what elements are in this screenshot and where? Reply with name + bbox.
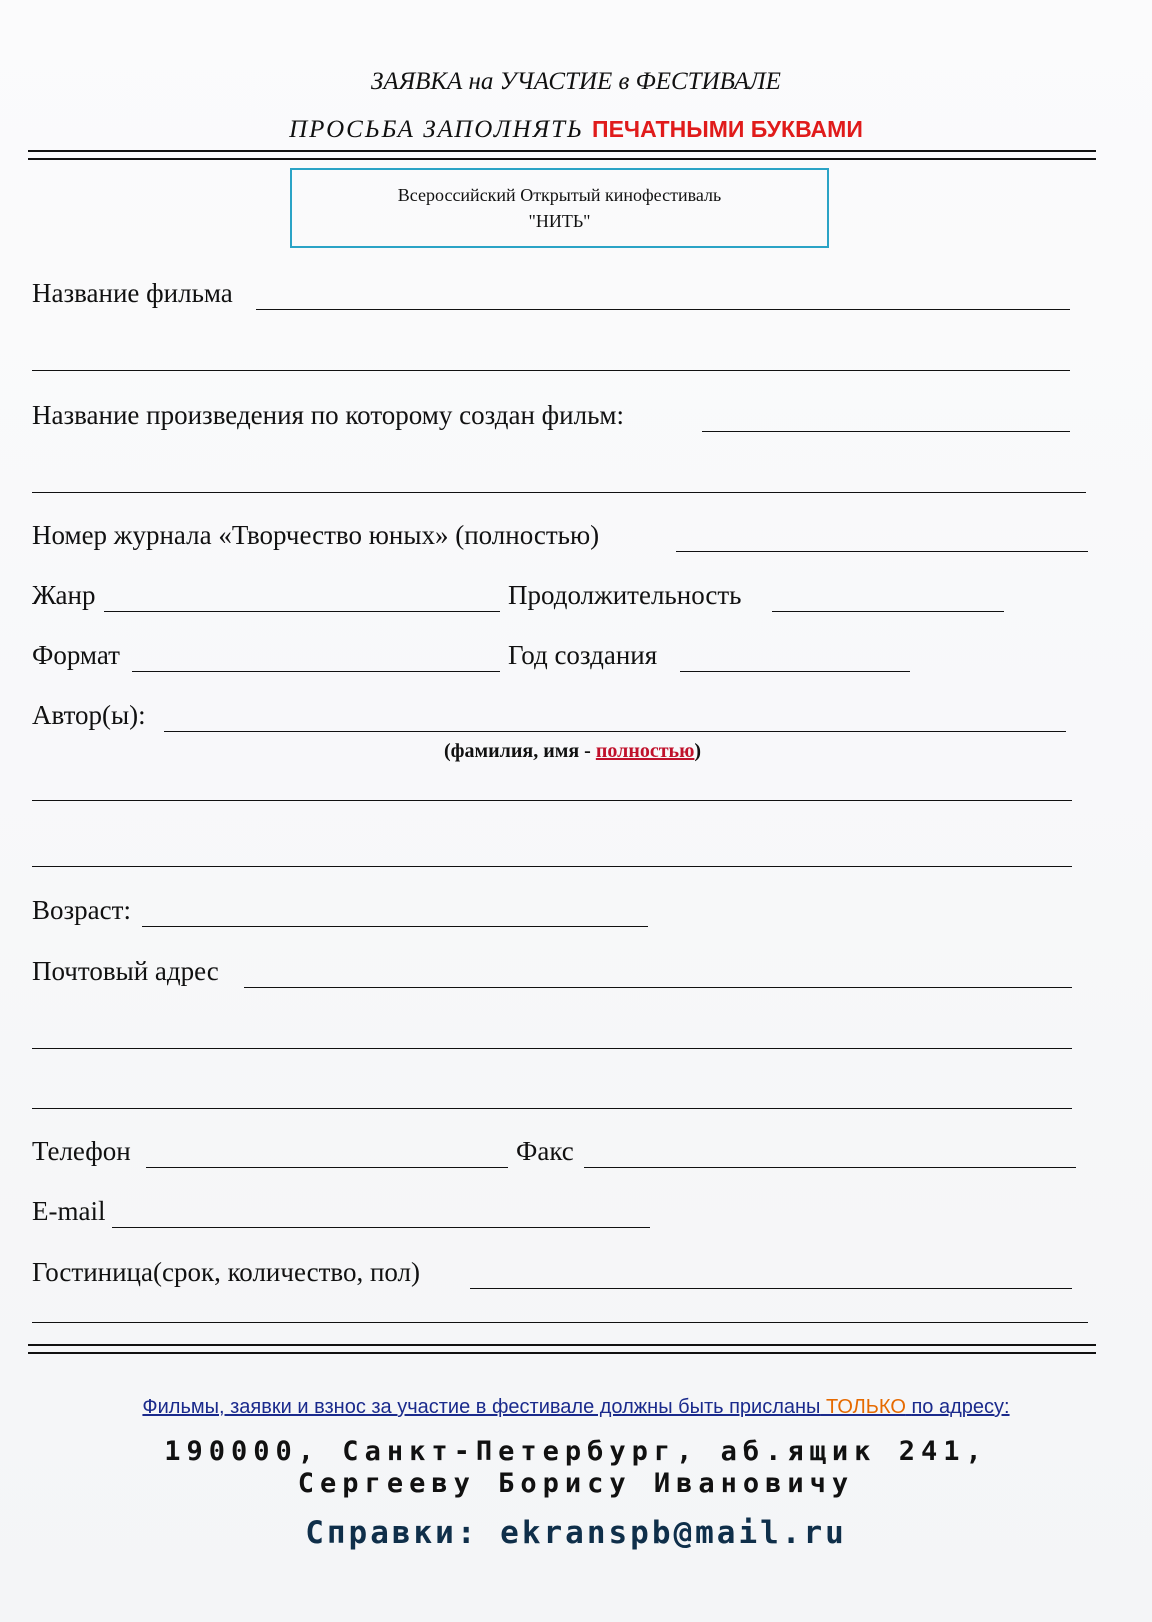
instruction-prefix: ПРОСЬБА ЗАПОЛНЯТЬ — [289, 116, 584, 143]
festival-title: "НИТЬ" — [528, 211, 591, 231]
instruction-emphasis: ПЕЧАТНЫМИ БУКВАМИ — [592, 116, 863, 142]
authors-hint — [444, 740, 701, 763]
authors-field-2[interactable] — [32, 800, 1072, 801]
source-work-field[interactable] — [702, 431, 1070, 432]
phone-label: Телефон — [32, 1136, 131, 1166]
age-label: Возраст: — [32, 895, 131, 925]
format-field[interactable] — [132, 671, 500, 672]
duration-field[interactable] — [772, 611, 1004, 612]
authors-hint-prefix: (фамилия, имя - — [444, 740, 591, 762]
authors-hint-suffix: ) — [694, 740, 702, 762]
notice-prefix: Фильмы, заявки и взнос за участие в фестивале должны быть присланы — [142, 1396, 821, 1418]
email-field[interactable] — [112, 1227, 650, 1228]
form-title: ЗАЯВКА на УЧАСТИЕ в ФЕСТИВАЛЕ — [371, 68, 781, 95]
form-instruction — [0, 116, 1152, 144]
postal-address-field[interactable] — [244, 987, 1072, 988]
notice-suffix: по адресу: — [911, 1396, 1010, 1418]
film-title-field-2[interactable] — [32, 370, 1070, 371]
duration-label: Продолжительность — [508, 580, 742, 610]
hotel-field[interactable] — [470, 1288, 1072, 1289]
fax-label: Факс — [516, 1136, 574, 1166]
journal-issue-label: Номер журнала «Творчество юных» (полностью) — [32, 520, 600, 550]
authors-hint-emphasis: полностью — [595, 740, 695, 762]
source-work-label: Название произведения по которому создан фильм: — [32, 400, 624, 430]
email-label: E-mail — [32, 1196, 106, 1226]
header-divider — [28, 150, 1096, 160]
postal-address-label: Почтовый адрес — [32, 956, 219, 986]
authors-label: Автор(ы): — [32, 700, 146, 730]
submission-notice — [0, 1396, 1152, 1419]
phone-field[interactable] — [146, 1167, 508, 1168]
format-label: Формат — [32, 640, 120, 670]
year-field[interactable] — [680, 671, 910, 672]
journal-issue-field[interactable] — [676, 551, 1088, 552]
year-label: Год создания — [508, 640, 658, 670]
hotel-label: Гостиница(срок, количество, пол) — [32, 1257, 421, 1287]
fax-field[interactable] — [584, 1167, 1076, 1168]
film-title-label: Название фильма — [32, 278, 233, 308]
footer-divider — [28, 1344, 1096, 1354]
festival-name: Всероссийский Открытый кинофестиваль — [397, 185, 722, 205]
inquiries-email: Справки: ekranspb@mail.ru — [305, 1515, 847, 1551]
festival-box — [290, 168, 829, 248]
film-title-field[interactable] — [256, 309, 1070, 310]
notice-emphasis: ТОЛЬКО — [826, 1396, 906, 1418]
postal-address-field-2[interactable] — [32, 1048, 1072, 1049]
postal-address-field-3[interactable] — [32, 1108, 1072, 1109]
age-field[interactable] — [142, 926, 648, 927]
authors-field[interactable] — [164, 731, 1066, 732]
postal-address-line1: 190000, Санкт-Петербург, аб.ящик 241, — [164, 1436, 988, 1467]
genre-field[interactable] — [104, 611, 500, 612]
authors-field-3[interactable] — [32, 866, 1072, 867]
hotel-field-2[interactable] — [32, 1322, 1088, 1323]
genre-label: Жанр — [32, 580, 96, 610]
postal-address-line2: Сергееву Борису Ивановичу — [297, 1468, 855, 1499]
source-work-field-2[interactable] — [32, 492, 1086, 493]
